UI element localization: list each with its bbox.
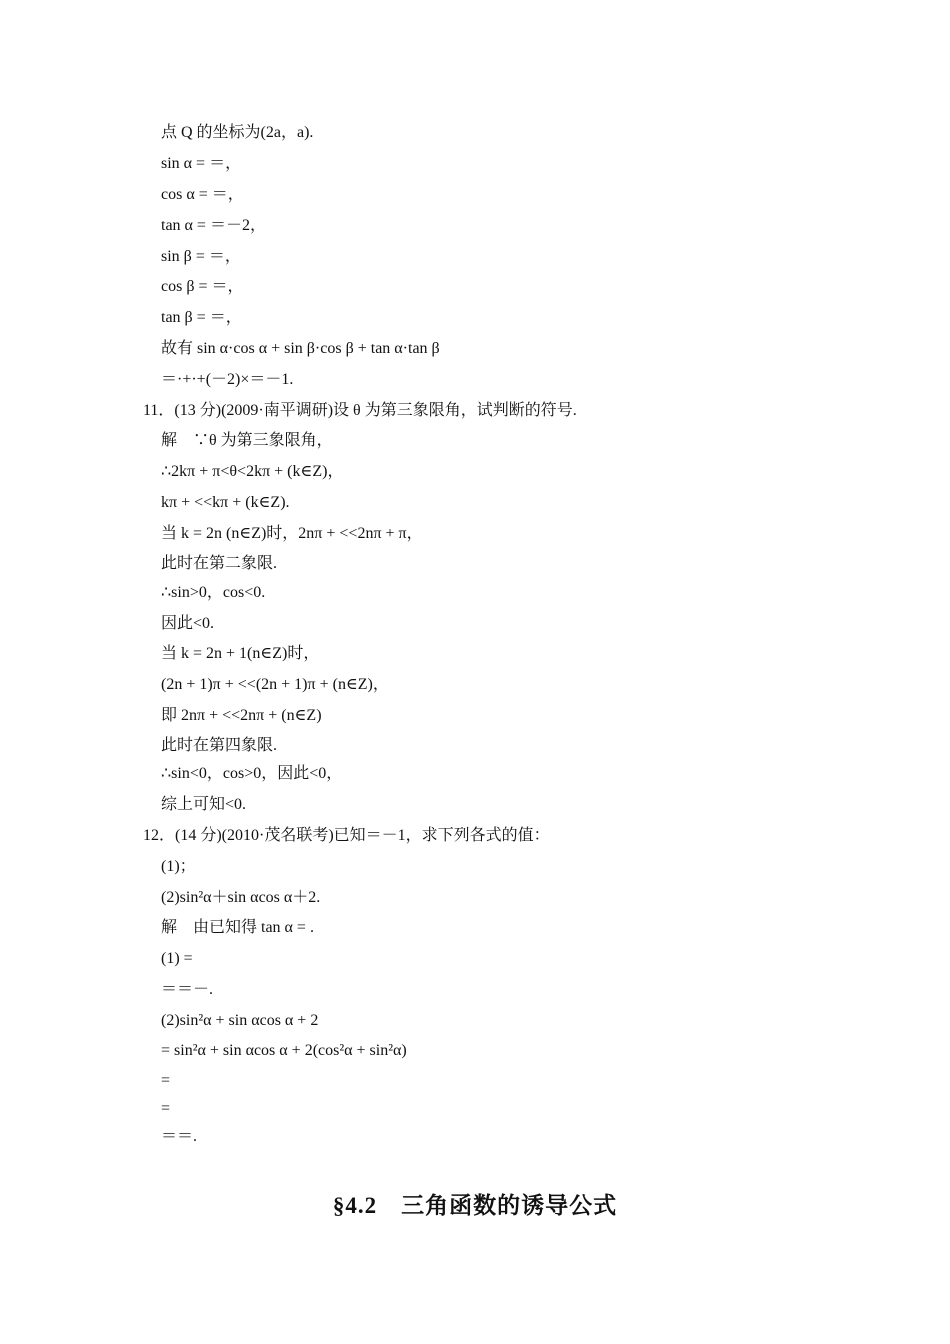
text-line: (2)sin²α＋sin αcos α＋2.	[161, 889, 321, 906]
text-line: 当 k = 2n (n∈Z)时，2nπ + <<2nπ + π，	[161, 525, 423, 542]
text-line: tan β = ＝，	[161, 309, 242, 326]
text-line: 因此<0.	[161, 615, 215, 632]
text-line: 解 由已知得 tan α = .	[161, 919, 314, 936]
text-line: tan α = ＝－2，	[161, 217, 266, 234]
problem-12-heading: 12．(14 分)(2010·茂名联考)已知＝－1，求下列各式的值：	[143, 827, 550, 844]
text-line: ∴sin<0，cos>0，因此<0，	[161, 765, 343, 782]
text-line: cos α = ＝，	[161, 186, 244, 203]
problem-11-heading: 11．(13 分)(2009·南平调研)设 θ 为第三象限角，试判断的符号.	[143, 402, 577, 419]
text-line: 即 2nπ + <<2nπ + (n∈Z)	[161, 707, 322, 724]
section-title: §4.2 三角函数的诱导公式	[332, 1193, 618, 1218]
text-line: 此时在第二象限.	[161, 555, 278, 572]
text-line: sin β = ＝，	[161, 248, 241, 265]
text-line: (1)；	[161, 858, 196, 875]
text-line: sin α = ＝，	[161, 155, 242, 172]
text-line: 解 ∵θ 为第三象限角，	[161, 432, 333, 449]
text-line: cos β = ＝，	[161, 278, 244, 295]
text-line: 当 k = 2n + 1(n∈Z)时，	[161, 645, 320, 662]
text-line: (2n + 1)π + <<(2n + 1)π + (n∈Z)，	[161, 676, 389, 693]
text-line: =	[161, 1072, 171, 1089]
text-line: =	[161, 1100, 171, 1117]
text-line: 点 Q 的坐标为(2a，a).	[161, 124, 314, 141]
text-line: 综上可知<0.	[161, 796, 247, 813]
text-line: 此时在第四象限.	[161, 737, 278, 754]
text-line: ＝·+·+(－2)×＝－1.	[161, 371, 294, 388]
text-line: ＝＝－.	[161, 981, 214, 998]
text-line: kπ + <<kπ + (k∈Z).	[161, 494, 290, 511]
text-line: 故有 sin α·cos α + sin β·cos β + tan α·tan β	[161, 340, 440, 357]
text-line: = sin²α + sin αcos α + 2(cos²α + sin²α)	[161, 1042, 407, 1059]
text-line: ∴2kπ + π<θ<2kπ + (k∈Z)，	[161, 463, 344, 480]
text-line: ＝＝.	[161, 1128, 198, 1145]
text-line: ∴sin>0，cos<0.	[161, 584, 266, 601]
text-line: (1) =	[161, 950, 193, 967]
text-line: (2)sin²α + sin αcos α + 2	[161, 1012, 319, 1029]
